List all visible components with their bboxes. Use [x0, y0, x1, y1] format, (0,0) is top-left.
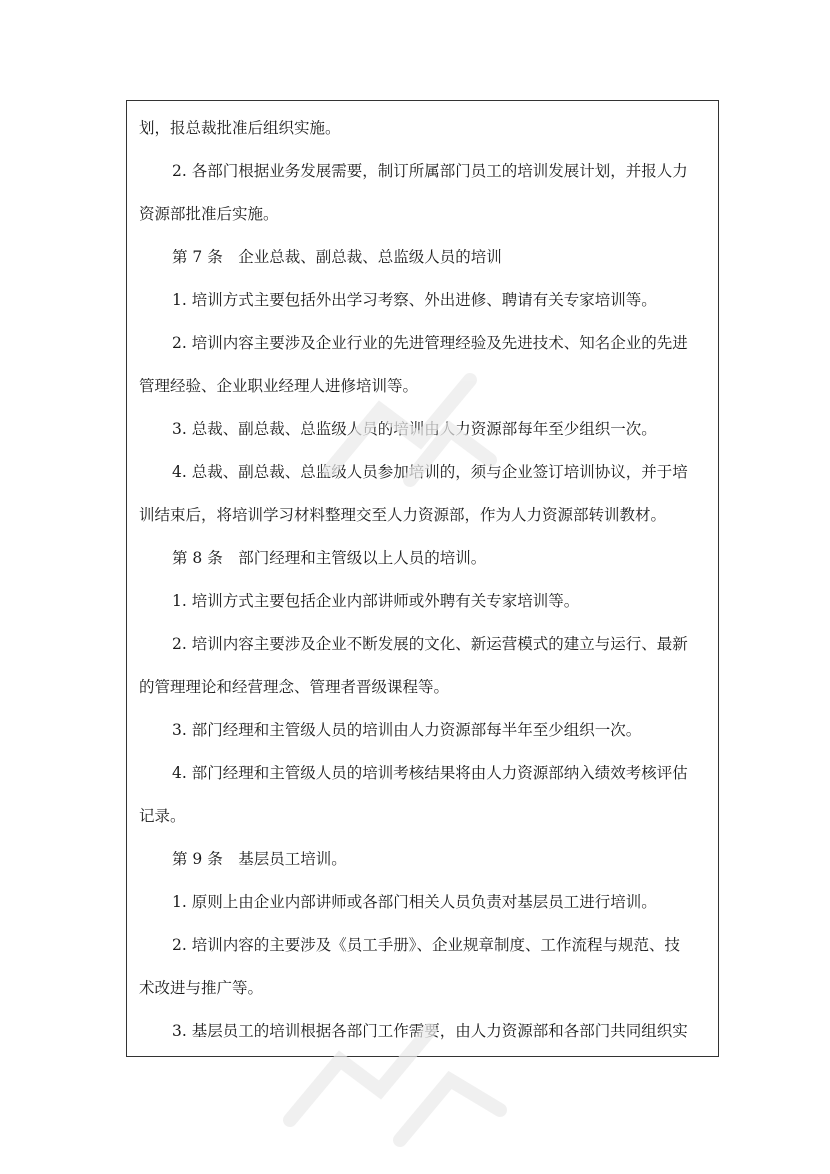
text-line: 第 9 条 基层员工培训。 — [172, 850, 347, 868]
text-line: 2. 培训内容主要涉及企业行业的先进管理经验及先进技术、知名企业的先进 — [172, 334, 688, 352]
text-line: 4. 总裁、副总裁、总监级人员参加培训的，须与企业签订培训协议，并于培 — [172, 463, 688, 481]
article-9-item-1 — [127, 881, 718, 924]
text-line: 3. 基层员工的培训根据各部门工作需要，由人力资源部和各部门共同组织实 — [172, 1022, 688, 1040]
text-line: 第 7 条 企业总裁、副总裁、总监级人员的培训 — [172, 248, 502, 266]
text-line: 第 8 条 部门经理和主管级以上人员的培训。 — [172, 549, 487, 567]
paragraph-continuation — [127, 107, 718, 150]
text-line: 划，报总裁批准后组织实施。 — [139, 119, 341, 137]
article-7-item-2 — [127, 322, 718, 408]
text-line: 2. 各部门根据业务发展需要，制订所属部门员工的培训发展计划，并报人力 — [172, 162, 688, 180]
text-line: 2. 培训内容的主要涉及《员工手册》、企业规章制度、工作流程与规范、技 — [172, 936, 680, 954]
article-7-item-3 — [127, 408, 718, 451]
text-line: 记录。 — [139, 807, 186, 825]
article-7-heading — [127, 236, 718, 279]
article-9-item-3 — [127, 1010, 718, 1053]
document-frame — [126, 100, 719, 1057]
article-8-item-3 — [127, 709, 718, 752]
text-line: 1. 培训方式主要包括企业内部讲师或外聘有关专家培训等。 — [172, 592, 580, 610]
text-line: 4. 部门经理和主管级人员的培训考核结果将由人力资源部纳入绩效考核评估 — [172, 764, 688, 782]
article-8-item-1 — [127, 580, 718, 623]
article-7-item-1 — [127, 279, 718, 322]
article-7-item-4 — [127, 451, 718, 537]
article-8-item-4 — [127, 752, 718, 838]
article-8-heading — [127, 537, 718, 580]
text-line: 资源部批准后实施。 — [139, 205, 279, 223]
text-line: 术改进与推广等。 — [139, 979, 264, 997]
article-9-item-2 — [127, 924, 718, 1010]
text-line: 2. 培训内容主要涉及企业不断发展的文化、新运营模式的建立与运行、最新 — [172, 635, 688, 653]
text-line: 管理经验、企业职业经理人进修培训等。 — [139, 377, 419, 395]
text-line: 的管理理论和经营理念、管理者晋级课程等。 — [139, 678, 450, 696]
article-9-heading — [127, 838, 718, 881]
text-line: 1. 培训方式主要包括外出学习考察、外出进修、聘请有关专家培训等。 — [172, 291, 657, 309]
text-line: 3. 总裁、副总裁、总监级人员的培训由人力资源部每年至少组织一次。 — [172, 420, 657, 438]
article-8-item-2 — [127, 623, 718, 709]
paragraph-item-2 — [127, 150, 718, 236]
text-line: 训结束后，将培训学习材料整理交至人力资源部，作为人力资源部转训教材。 — [139, 506, 667, 524]
text-line: 1. 原则上由企业内部讲师或各部门相关人员负责对基层员工进行培训。 — [172, 893, 657, 911]
text-line: 3. 部门经理和主管级人员的培训由人力资源部每半年至少组织一次。 — [172, 721, 642, 739]
